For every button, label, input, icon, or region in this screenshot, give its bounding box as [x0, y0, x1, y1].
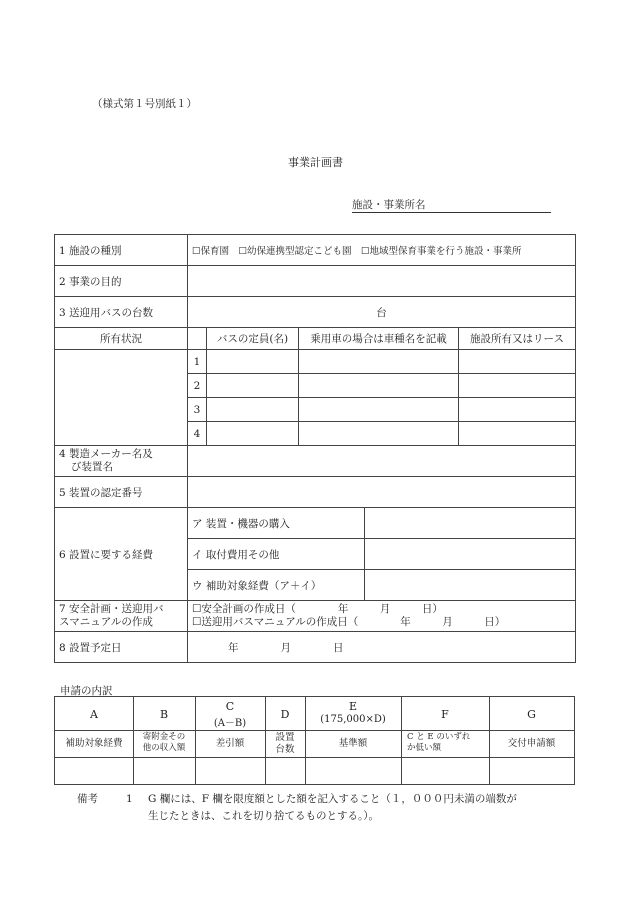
row-purpose	[55, 266, 576, 297]
facility-name-label: 施設・事業所名	[352, 199, 426, 211]
cost-total-field[interactable]	[365, 570, 576, 601]
bus-manual-date[interactable]: ☐送迎用バスマニュアルの作成日（ 年 月 日）	[192, 616, 506, 628]
column-a-letter: A	[90, 708, 98, 721]
column-c-formula: (A－B)	[213, 718, 247, 729]
vehicle-cell[interactable]	[299, 422, 459, 446]
vehicle-cell[interactable]	[299, 374, 459, 398]
capacity-header: バスの定員(名)	[207, 328, 299, 350]
capacity-cell[interactable]	[207, 398, 299, 422]
row-maker	[55, 446, 576, 477]
cost-item-purchase: ア 装置・機器の購入	[188, 508, 365, 539]
bus-count-label: 3 送迎用バスの台数	[55, 297, 188, 328]
column-g-header: 交付申請額	[507, 738, 556, 749]
ownership-label: 所有状況	[55, 328, 188, 350]
column-a-header: 補助対象経費	[65, 738, 123, 749]
amount-e-field[interactable]	[306, 758, 401, 784]
install-date-label: 8 設置予定日	[55, 632, 188, 663]
purpose-field[interactable]	[188, 266, 576, 297]
row-safety	[55, 601, 576, 632]
bus-row-1	[55, 350, 576, 374]
cost-install-field[interactable]	[365, 539, 576, 570]
bus-number: 3	[188, 398, 207, 422]
note-label: 備考	[77, 793, 98, 805]
safety-label	[55, 601, 188, 632]
cost-label: 6 設置に要する経費	[55, 508, 188, 601]
cost-purchase-field[interactable]	[365, 508, 576, 539]
column-f-letter: F	[441, 708, 449, 721]
breakdown-table	[54, 696, 575, 785]
purpose-label: 2 事業の目的	[55, 266, 188, 297]
column-b-header-line-2: 他の収入額	[142, 743, 186, 754]
facility-name-line	[352, 212, 551, 213]
amount-b-field[interactable]	[134, 758, 195, 784]
column-f-header-line-1: C と E のいずれ	[407, 732, 471, 742]
lease-header: 施設所有又はリース	[459, 328, 576, 350]
safety-plan-date[interactable]: ☐安全計画の作成日（ 年 月 日）	[192, 603, 443, 616]
vehicle-header: 乗用車の場合は車種名を記載	[299, 328, 459, 350]
capacity-cell[interactable]	[207, 350, 299, 374]
column-d-header	[265, 732, 305, 757]
bus-number: 1	[188, 350, 207, 374]
column-d-letter: D	[280, 708, 290, 721]
note-number: 1	[126, 793, 133, 805]
certification-field[interactable]	[188, 477, 576, 508]
row-certification	[55, 477, 576, 508]
maker-label-line-1: 4 製造メーカー名及	[59, 448, 153, 461]
column-c-letter: C	[225, 700, 235, 713]
amount-g-field[interactable]	[490, 758, 574, 784]
row-ownership-header	[55, 328, 576, 350]
column-f-header	[407, 732, 487, 754]
safety-dates[interactable]	[188, 601, 576, 632]
install-date-field[interactable]: 年 月 日	[188, 632, 576, 663]
column-d-header-line-1: 設置	[275, 732, 295, 743]
capacity-cell[interactable]	[207, 374, 299, 398]
vehicle-cell[interactable]	[299, 398, 459, 422]
breakdown-title: 申請の内訳	[60, 685, 113, 697]
column-f-header-line-2: か低い額	[407, 743, 442, 754]
column-e-formula: (175,000×D)	[320, 714, 386, 725]
vehicle-cell[interactable]	[299, 350, 459, 374]
safety-label-line-1: 7 安全計画・送迎用バ	[59, 603, 164, 616]
column-b-header-line-1: 寄附金その	[142, 732, 186, 742]
document-title: 事業計画書	[288, 156, 343, 169]
capacity-cell[interactable]	[207, 422, 299, 446]
cost-item-install: イ 取付費用その他	[188, 539, 365, 570]
bus-number: 4	[188, 422, 207, 446]
amount-d-field[interactable]	[266, 758, 305, 784]
amount-c-field[interactable]	[196, 758, 265, 784]
ownership-body	[55, 350, 188, 446]
row-bus-count	[55, 297, 576, 328]
column-d-header-line-2: 台数	[275, 744, 295, 756]
column-e-header: 基準額	[338, 738, 368, 749]
number-header	[188, 328, 207, 350]
column-e-letter: E	[348, 700, 358, 713]
column-g-letter: G	[527, 708, 536, 721]
row-install-date	[55, 632, 576, 663]
column-b-header	[133, 732, 195, 754]
lease-cell[interactable]	[459, 350, 576, 374]
facility-type-label: 1 施設の種別	[55, 235, 188, 266]
bus-number: 2	[188, 374, 207, 398]
lease-cell[interactable]	[459, 422, 576, 446]
note-line-1: G 欄には、F 欄を限度額とした額を記入すること（１，０００円未満の端数が	[148, 793, 517, 805]
lease-cell[interactable]	[459, 398, 576, 422]
certification-label: 5 装置の認定番号	[55, 477, 188, 508]
note-line-2: 生じたときは、これを切り捨てるものとする。）。	[148, 810, 379, 822]
amount-a-field[interactable]	[55, 758, 133, 784]
column-b-letter: B	[159, 708, 169, 721]
row-cost-1	[55, 508, 576, 539]
maker-field[interactable]	[188, 446, 576, 477]
row-facility-type	[55, 235, 576, 266]
cost-item-total: ウ 補助対象経費（ア＋イ）	[188, 570, 365, 601]
column-c-header: 差引額	[215, 738, 245, 749]
maker-label	[55, 446, 188, 477]
lease-cell[interactable]	[459, 374, 576, 398]
facility-type-options[interactable]: ☐保育園 ☐幼保連携型認定こども園 ☐地域型保育事業を行う施設・事業所	[188, 235, 576, 266]
amount-f-field[interactable]	[402, 758, 489, 784]
bus-count-field[interactable]: 台	[188, 297, 576, 328]
safety-label-line-2: スマニュアルの作成	[59, 616, 153, 628]
plan-table	[54, 234, 576, 663]
form-label: （様式第１号別紙１）	[92, 98, 197, 110]
maker-label-line-2: び装置名	[71, 461, 113, 473]
